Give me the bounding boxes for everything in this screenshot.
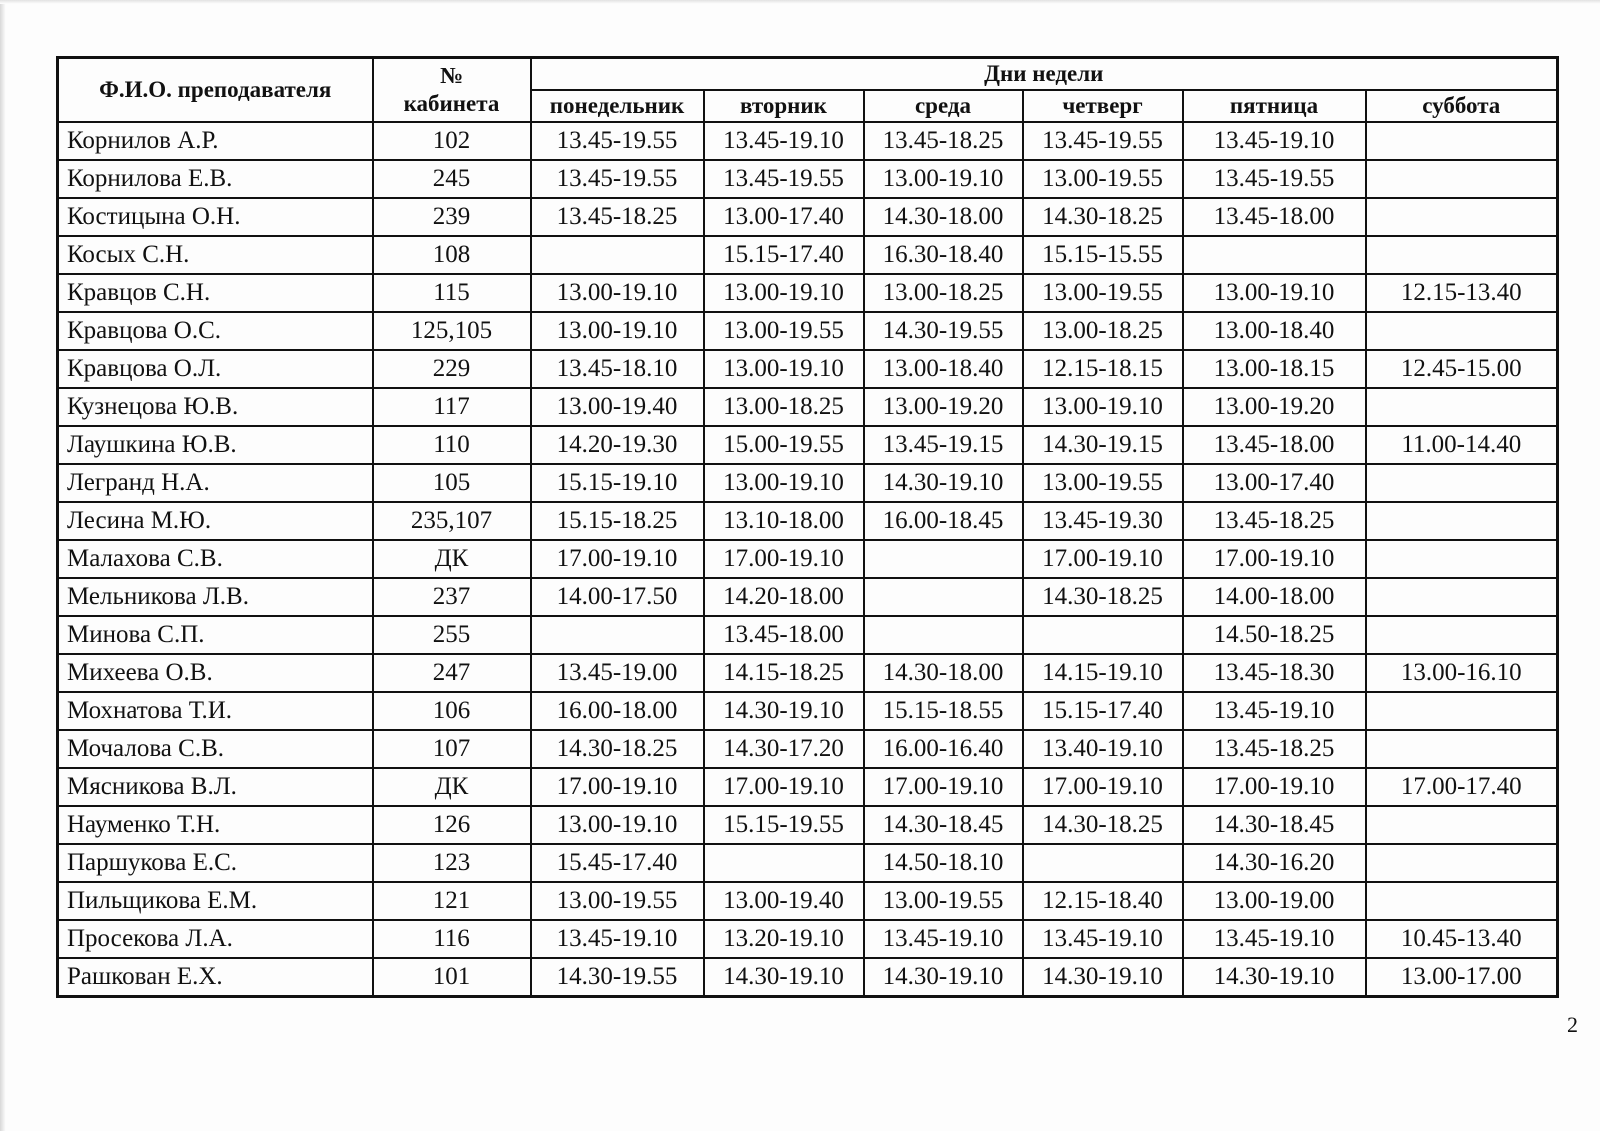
monday-hours-cell: 13.00-19.10 [531,806,704,844]
table-row [58,312,1558,350]
header-room-line2: кабинета [403,91,500,116]
thursday-hours-cell: 14.30-19.15 [1023,426,1183,464]
thursday-hours-cell: 14.15-19.10 [1023,654,1183,692]
table-row [58,692,1558,730]
tuesday-hours-cell: 13.20-19.10 [704,920,864,958]
teacher-name-cell: Лесина М.Ю. [58,502,373,540]
monday-hours-cell: 13.45-19.00 [531,654,704,692]
saturday-hours-cell [1366,806,1558,844]
table-row [58,730,1558,768]
teacher-name-cell: Кравцова О.Л. [58,350,373,388]
friday-hours-cell: 13.45-18.25 [1183,730,1366,768]
room-number-cell: 126 [373,806,531,844]
teacher-name-cell: Михеева О.В. [58,654,373,692]
table-row [58,958,1558,997]
teacher-name-cell: Кравцова О.С. [58,312,373,350]
monday-hours-cell: 15.15-19.10 [531,464,704,502]
tuesday-hours-cell: 14.15-18.25 [704,654,864,692]
wednesday-hours-cell: 14.30-19.10 [864,464,1023,502]
teacher-name-cell: Минова С.П. [58,616,373,654]
monday-hours-cell: 14.00-17.50 [531,578,704,616]
saturday-hours-cell: 13.00-17.00 [1366,958,1558,997]
room-number-cell: 110 [373,426,531,464]
thursday-hours-cell: 15.15-15.55 [1023,236,1183,274]
friday-hours-cell: 13.45-19.55 [1183,160,1366,198]
room-number-cell: 239 [373,198,531,236]
saturday-hours-cell [1366,692,1558,730]
wednesday-hours-cell [864,578,1023,616]
saturday-hours-cell [1366,616,1558,654]
header-day-monday: понедельник [531,90,704,122]
wednesday-hours-cell: 13.45-18.25 [864,122,1023,160]
header-day-saturday: суббота [1366,90,1558,122]
table-row [58,578,1558,616]
tuesday-hours-cell: 15.00-19.55 [704,426,864,464]
table-row [58,122,1558,160]
table-row [58,350,1558,388]
table-row [58,654,1558,692]
monday-hours-cell: 13.00-19.55 [531,882,704,920]
header-day-tuesday: вторник [704,90,864,122]
monday-hours-cell: 13.00-19.10 [531,274,704,312]
wednesday-hours-cell [864,540,1023,578]
thursday-hours-cell [1023,616,1183,654]
saturday-hours-cell [1366,730,1558,768]
monday-hours-cell: 13.45-18.25 [531,198,704,236]
table-row [58,274,1558,312]
teacher-name-cell: Корнилова Е.В. [58,160,373,198]
thursday-hours-cell: 14.30-18.25 [1023,806,1183,844]
room-number-cell: 105 [373,464,531,502]
table-row [58,236,1558,274]
wednesday-hours-cell: 14.30-19.10 [864,958,1023,997]
saturday-hours-cell [1366,502,1558,540]
tuesday-hours-cell: 13.45-19.55 [704,160,864,198]
tuesday-hours-cell: 13.00-19.10 [704,350,864,388]
saturday-hours-cell [1366,160,1558,198]
room-number-cell: 117 [373,388,531,426]
teacher-name-cell: Мясникова В.Л. [58,768,373,806]
table-row [58,160,1558,198]
room-number-cell: 123 [373,844,531,882]
friday-hours-cell: 13.45-19.10 [1183,122,1366,160]
tuesday-hours-cell [704,844,864,882]
friday-hours-cell: 13.00-18.15 [1183,350,1366,388]
header-day-thursday: четверг [1023,90,1183,122]
monday-hours-cell: 13.45-18.10 [531,350,704,388]
teacher-name-cell: Мельникова Л.В. [58,578,373,616]
table-row [58,464,1558,502]
teacher-name-cell: Кравцов С.Н. [58,274,373,312]
thursday-hours-cell: 13.40-19.10 [1023,730,1183,768]
teacher-name-cell: Мочалова С.В. [58,730,373,768]
tuesday-hours-cell: 17.00-19.10 [704,768,864,806]
wednesday-hours-cell: 13.00-19.20 [864,388,1023,426]
wednesday-hours-cell: 14.50-18.10 [864,844,1023,882]
friday-hours-cell: 14.00-18.00 [1183,578,1366,616]
scan-top-shadow [0,0,1600,4]
wednesday-hours-cell: 14.30-19.55 [864,312,1023,350]
monday-hours-cell: 15.45-17.40 [531,844,704,882]
table-row [58,806,1558,844]
monday-hours-cell: 16.00-18.00 [531,692,704,730]
teacher-name-cell: Легранд Н.А. [58,464,373,502]
thursday-hours-cell: 13.45-19.30 [1023,502,1183,540]
tuesday-hours-cell: 13.00-18.25 [704,388,864,426]
thursday-hours-cell: 13.00-19.55 [1023,274,1183,312]
thursday-hours-cell: 13.45-19.10 [1023,920,1183,958]
page-number: 2 [1567,1012,1578,1037]
saturday-hours-cell [1366,844,1558,882]
room-number-cell: 237 [373,578,531,616]
header-row-top [58,58,1558,91]
thursday-hours-cell: 13.00-18.25 [1023,312,1183,350]
saturday-hours-cell: 12.15-13.40 [1366,274,1558,312]
room-number-cell: 115 [373,274,531,312]
tuesday-hours-cell: 13.00-19.10 [704,464,864,502]
thursday-hours-cell: 14.30-19.10 [1023,958,1183,997]
room-number-cell: 106 [373,692,531,730]
header-day-wednesday: среда [864,90,1023,122]
monday-hours-cell: 13.45-19.55 [531,160,704,198]
thursday-hours-cell: 12.15-18.40 [1023,882,1183,920]
wednesday-hours-cell: 16.00-16.40 [864,730,1023,768]
tuesday-hours-cell: 13.45-19.10 [704,122,864,160]
tuesday-hours-cell: 14.30-19.10 [704,958,864,997]
wednesday-hours-cell: 14.30-18.00 [864,654,1023,692]
room-number-cell: 116 [373,920,531,958]
tuesday-hours-cell: 14.30-19.10 [704,692,864,730]
tuesday-hours-cell: 13.00-19.40 [704,882,864,920]
wednesday-hours-cell: 13.00-19.55 [864,882,1023,920]
teacher-name-cell: Пильщикова Е.М. [58,882,373,920]
teacher-name-cell: Паршукова Е.С. [58,844,373,882]
tuesday-hours-cell: 15.15-17.40 [704,236,864,274]
wednesday-hours-cell: 13.45-19.10 [864,920,1023,958]
thursday-hours-cell: 14.30-18.25 [1023,198,1183,236]
room-number-cell: ДК [373,768,531,806]
table-row [58,540,1558,578]
tuesday-hours-cell: 13.45-18.00 [704,616,864,654]
room-number-cell: 125,105 [373,312,531,350]
thursday-hours-cell [1023,844,1183,882]
table-row [58,616,1558,654]
room-number-cell: 108 [373,236,531,274]
friday-hours-cell: 13.45-19.10 [1183,920,1366,958]
teacher-name-cell: Мохнатова Т.И. [58,692,373,730]
saturday-hours-cell [1366,236,1558,274]
thursday-hours-cell: 13.00-19.10 [1023,388,1183,426]
tuesday-hours-cell: 13.00-17.40 [704,198,864,236]
room-number-cell: 247 [373,654,531,692]
header-days-of-week: Дни недели [531,58,1558,91]
wednesday-hours-cell: 17.00-19.10 [864,768,1023,806]
tuesday-hours-cell: 13.00-19.10 [704,274,864,312]
wednesday-hours-cell: 13.00-19.10 [864,160,1023,198]
saturday-hours-cell [1366,312,1558,350]
saturday-hours-cell: 10.45-13.40 [1366,920,1558,958]
friday-hours-cell: 13.00-17.40 [1183,464,1366,502]
room-number-cell: 229 [373,350,531,388]
monday-hours-cell [531,616,704,654]
monday-hours-cell: 14.30-19.55 [531,958,704,997]
table-row [58,502,1558,540]
wednesday-hours-cell: 13.00-18.40 [864,350,1023,388]
thursday-hours-cell: 13.00-19.55 [1023,160,1183,198]
header-room-number [373,58,531,123]
room-number-cell: 121 [373,882,531,920]
teacher-name-cell: Малахова С.В. [58,540,373,578]
friday-hours-cell: 14.30-19.10 [1183,958,1366,997]
friday-hours-cell: 17.00-19.10 [1183,540,1366,578]
wednesday-hours-cell: 16.00-18.45 [864,502,1023,540]
thursday-hours-cell: 12.15-18.15 [1023,350,1183,388]
saturday-hours-cell [1366,388,1558,426]
teacher-name-cell: Просекова Л.А. [58,920,373,958]
room-number-cell: 255 [373,616,531,654]
monday-hours-cell: 13.45-19.10 [531,920,704,958]
friday-hours-cell: 13.00-18.40 [1183,312,1366,350]
wednesday-hours-cell: 15.15-18.55 [864,692,1023,730]
saturday-hours-cell: 17.00-17.40 [1366,768,1558,806]
teacher-name-cell: Лаушкина Ю.В. [58,426,373,464]
friday-hours-cell: 13.45-18.30 [1183,654,1366,692]
tuesday-hours-cell: 13.10-18.00 [704,502,864,540]
thursday-hours-cell: 13.45-19.55 [1023,122,1183,160]
saturday-hours-cell [1366,540,1558,578]
table-row [58,426,1558,464]
friday-hours-cell: 13.00-19.00 [1183,882,1366,920]
thursday-hours-cell: 14.30-18.25 [1023,578,1183,616]
monday-hours-cell: 13.00-19.40 [531,388,704,426]
room-number-cell: 107 [373,730,531,768]
table-row [58,198,1558,236]
friday-hours-cell [1183,236,1366,274]
wednesday-hours-cell: 14.30-18.00 [864,198,1023,236]
tuesday-hours-cell: 17.00-19.10 [704,540,864,578]
friday-hours-cell: 14.50-18.25 [1183,616,1366,654]
wednesday-hours-cell: 13.00-18.25 [864,274,1023,312]
table-row [58,920,1558,958]
table-row [58,844,1558,882]
friday-hours-cell: 13.45-18.00 [1183,426,1366,464]
room-number-cell: 245 [373,160,531,198]
thursday-hours-cell: 15.15-17.40 [1023,692,1183,730]
tuesday-hours-cell: 15.15-19.55 [704,806,864,844]
friday-hours-cell: 13.45-18.25 [1183,502,1366,540]
friday-hours-cell: 13.00-19.10 [1183,274,1366,312]
header-teacher-name: Ф.И.О. преподавателя [58,58,373,123]
friday-hours-cell: 14.30-16.20 [1183,844,1366,882]
teacher-name-cell: Косых С.Н. [58,236,373,274]
teacher-schedule-table [56,56,1559,998]
teacher-name-cell: Рашкован Е.Х. [58,958,373,997]
wednesday-hours-cell: 14.30-18.45 [864,806,1023,844]
wednesday-hours-cell: 13.45-19.15 [864,426,1023,464]
room-number-cell: 102 [373,122,531,160]
friday-hours-cell: 13.45-18.00 [1183,198,1366,236]
teacher-name-cell: Науменко Т.Н. [58,806,373,844]
monday-hours-cell: 14.20-19.30 [531,426,704,464]
tuesday-hours-cell: 14.20-18.00 [704,578,864,616]
header-room-line1: № [439,63,464,88]
friday-hours-cell: 13.00-19.20 [1183,388,1366,426]
room-number-cell: 235,107 [373,502,531,540]
teacher-name-cell: Кузнецова Ю.В. [58,388,373,426]
saturday-hours-cell: 13.00-16.10 [1366,654,1558,692]
monday-hours-cell: 13.00-19.10 [531,312,704,350]
saturday-hours-cell [1366,882,1558,920]
saturday-hours-cell [1366,198,1558,236]
schedule-body [58,122,1558,997]
wednesday-hours-cell: 16.30-18.40 [864,236,1023,274]
friday-hours-cell: 13.45-19.10 [1183,692,1366,730]
friday-hours-cell: 14.30-18.45 [1183,806,1366,844]
monday-hours-cell [531,236,704,274]
header-day-friday: пятница [1183,90,1366,122]
saturday-hours-cell [1366,122,1558,160]
monday-hours-cell: 13.45-19.55 [531,122,704,160]
monday-hours-cell: 17.00-19.10 [531,768,704,806]
table-row [58,882,1558,920]
saturday-hours-cell: 12.45-15.00 [1366,350,1558,388]
table-row [58,768,1558,806]
thursday-hours-cell: 17.00-19.10 [1023,540,1183,578]
thursday-hours-cell: 17.00-19.10 [1023,768,1183,806]
saturday-hours-cell [1366,578,1558,616]
teacher-name-cell: Костицына О.Н. [58,198,373,236]
saturday-hours-cell [1366,464,1558,502]
saturday-hours-cell: 11.00-14.40 [1366,426,1558,464]
friday-hours-cell: 17.00-19.10 [1183,768,1366,806]
table-row [58,388,1558,426]
room-number-cell: ДК [373,540,531,578]
scan-edge-shadow [0,0,6,1131]
thursday-hours-cell: 13.00-19.55 [1023,464,1183,502]
monday-hours-cell: 17.00-19.10 [531,540,704,578]
monday-hours-cell: 15.15-18.25 [531,502,704,540]
tuesday-hours-cell: 13.00-19.55 [704,312,864,350]
teacher-name-cell: Корнилов А.Р. [58,122,373,160]
tuesday-hours-cell: 14.30-17.20 [704,730,864,768]
monday-hours-cell: 14.30-18.25 [531,730,704,768]
room-number-cell: 101 [373,958,531,997]
wednesday-hours-cell [864,616,1023,654]
